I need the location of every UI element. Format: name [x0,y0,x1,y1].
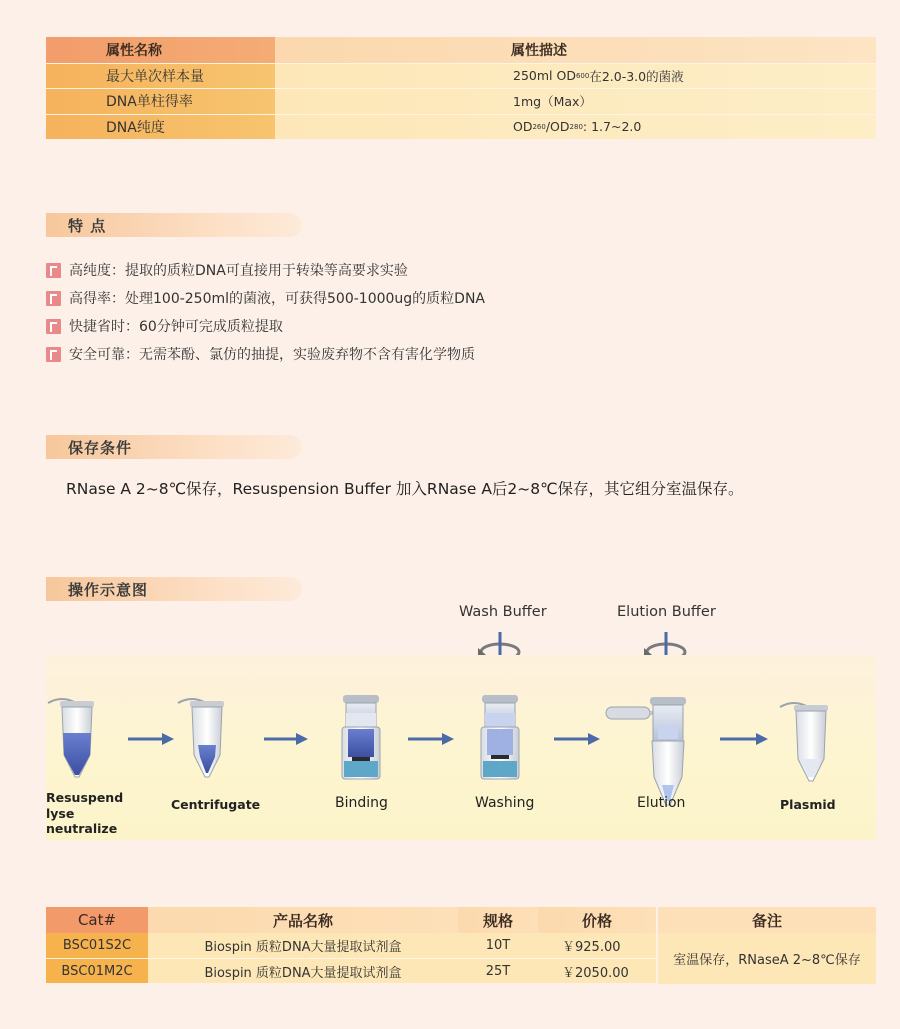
cat-number: BSC01S2C [46,933,148,958]
product-table-header [46,907,876,933]
value-text: 在2.0-3.0的菌液 [589,68,684,84]
property-key: DNA单柱得率 [46,89,275,114]
product-table [46,907,876,983]
value-text: OD [513,119,533,135]
right-arrow-icon [720,733,768,745]
product-spec: 10T [458,933,538,958]
product-price: ￥925.00 [538,933,656,958]
storage-text: RNase A 2~8℃保存，Resuspension Buffer 加入RNase A后2~8℃保存，其它组分室温保存。 [66,480,744,498]
feature-text: 高纯度：提取的质粒DNA可直接用于转染等高要求实验 [69,263,408,279]
name-header: 产品名称 [148,907,458,933]
workflow-diagram [46,655,876,840]
resuspend-tube-icon [48,699,94,777]
product-name: Biospin 质粒DNA大量提取试剂盒 [148,959,458,983]
wash-buffer-label: Wash Buffer [459,604,547,620]
cat-header: Cat# [46,907,148,933]
step-label-washing: Washing [475,795,535,811]
value-subscript: 280 [569,122,583,131]
product-price: ￥2050.00 [538,959,656,983]
product-table-body [46,933,876,983]
property-key: 最大单次样本量 [46,64,275,89]
spec-header: 规格 [458,907,538,933]
product-spec: 25T [458,959,538,983]
right-arrow-icon [554,733,600,745]
washing-column-icon [481,695,519,779]
feature-text: 安全可靠：无需苯酚、氯仿的抽提，实验废弃物不含有害化学物质 [69,347,475,363]
feature-text: 快捷省时：60分钟可完成质粒提取 [69,319,283,335]
value-subscript: 600 [575,71,590,80]
binding-column-icon [342,695,380,779]
property-value: 1mg（Max） [275,89,876,114]
product-name: Biospin 质粒DNA大量提取试剂盒 [148,933,458,958]
features-heading: 特 点 [46,213,302,237]
property-key: DNA纯度 [46,115,275,140]
right-arrow-icon [408,733,454,745]
value-subscript: 260 [532,122,546,131]
step-label-binding: Binding [335,795,388,811]
centrifuge-tube-icon [178,699,224,777]
property-description-header: 属性描述 [275,37,876,63]
right-arrow-icon [264,733,308,745]
step-label-resuspend: Resuspend lyse neutralize [46,790,124,836]
value-text: /OD [545,119,570,135]
elution-buffer-label: Elution Buffer [617,604,716,620]
cat-number: BSC01M2C [46,959,148,983]
feature-text: 高得率：处理100-250ml的菌液，可获得500-1000ug的质粒DNA [69,291,486,307]
step-label-centrifugate: Centrifugate [171,797,261,812]
value-text: : 1.7~2.0 [582,119,642,135]
diagram-heading: 操作示意图 [46,577,302,601]
storage-note: 室温保存，RNaseA 2~8℃保存 [656,933,876,984]
elution-tube-icon [606,697,686,805]
note-header: 备注 [656,907,876,933]
value-text: 250ml OD [513,68,576,84]
property-name-header: 属性名称 [46,37,275,63]
right-arrow-icon [128,733,174,745]
workflow-illustration [46,655,876,840]
storage-heading: 保存条件 [46,435,302,459]
price-header: 价格 [538,907,656,933]
plasmid-tube-icon [780,703,828,781]
step-label-elution: Elution [637,795,686,811]
step-label-plasmid: Plasmid [780,797,836,812]
